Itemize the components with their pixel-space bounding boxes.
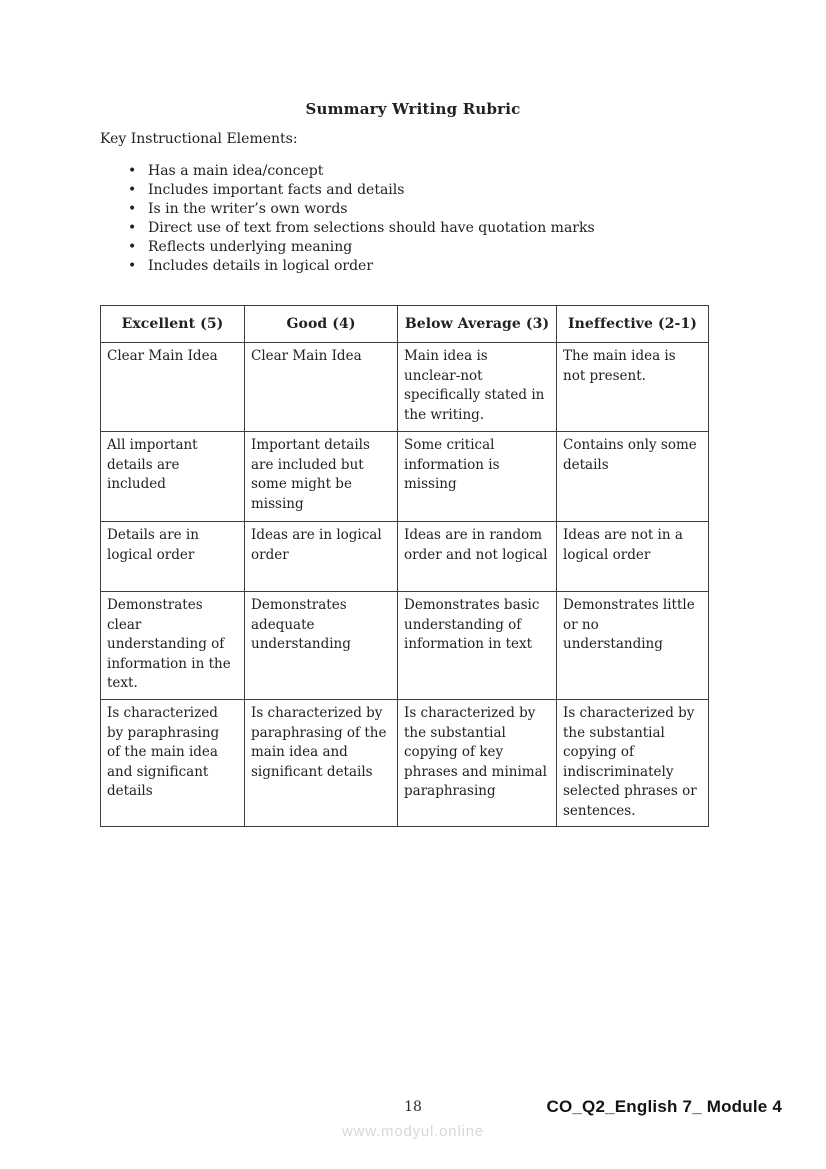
table-row: [101, 432, 709, 522]
table-cell: Ideas are in random order and not logical: [398, 522, 557, 592]
table-cell: Clear Main Idea: [101, 343, 245, 432]
table-cell: All important details are included: [101, 432, 245, 522]
table-cell: Is characterized by the substantial copying of key phrases and minimal paraphrasing: [398, 700, 557, 827]
table-cell: Main idea is unclear-not specifically stated in the writing.: [398, 343, 557, 432]
table-cell: Is characterized by paraphrasing of the main idea and significant details: [101, 700, 245, 827]
bullet-item: • Direct use of text from selections should have quotation marks: [127, 219, 687, 238]
intro-text: Key Instructional Elements:: [100, 131, 298, 147]
table-cell: Demonstrates adequate understanding: [245, 592, 398, 700]
table-cell: Ideas are in logical order: [245, 522, 398, 592]
bullet-item: • Includes important facts and details: [127, 181, 687, 200]
page-title: Summary Writing Rubric: [305, 100, 521, 118]
table-row: [101, 592, 709, 700]
bullet-item: • Is in the writer’s own words: [127, 200, 687, 219]
module-footer-label: CO_Q2_English 7_ Module 4: [546, 1097, 782, 1116]
table-header-row: [101, 306, 709, 343]
column-header-ineffective: Ineffective (2-1): [557, 306, 709, 343]
table-cell: Some critical information is missing: [398, 432, 557, 522]
bullet-item: • Includes details in logical order: [127, 257, 687, 276]
column-header-excellent: Excellent (5): [101, 306, 245, 343]
bullet-item: • Reflects underlying meaning: [127, 238, 687, 257]
table-cell: Is characterized by paraphrasing of the main idea and significant details: [245, 700, 398, 827]
bullet-item: • Has a main idea/concept: [127, 162, 687, 181]
table-cell: Is characterized by the substantial copying of indiscriminately selected phrases or sentences.: [557, 700, 709, 827]
table-cell: Demonstrates basic understanding of information in text: [398, 592, 557, 700]
table-cell: Ideas are not in a logical order: [557, 522, 709, 592]
table-row: [101, 522, 709, 592]
table-cell: Clear Main Idea: [245, 343, 398, 432]
table-cell: Demonstrates clear understanding of information in the text.: [101, 592, 245, 700]
watermark-text: www.modyul.online: [342, 1123, 484, 1140]
table-row: [101, 343, 709, 432]
table-row: [101, 700, 709, 827]
table-cell: Details are in logical order: [101, 522, 245, 592]
table-cell: The main idea is not present.: [557, 343, 709, 432]
table-cell: Contains only some details: [557, 432, 709, 522]
table-cell: Important details are included but some might be missing: [245, 432, 398, 522]
column-header-good: Good (4): [245, 306, 398, 343]
key-elements-list: [127, 162, 687, 276]
column-header-below-average: Below Average (3): [398, 306, 557, 343]
table-cell: Demonstrates little or no understanding: [557, 592, 709, 700]
rubric-table: [100, 305, 709, 827]
page-number: 18: [404, 1099, 422, 1115]
